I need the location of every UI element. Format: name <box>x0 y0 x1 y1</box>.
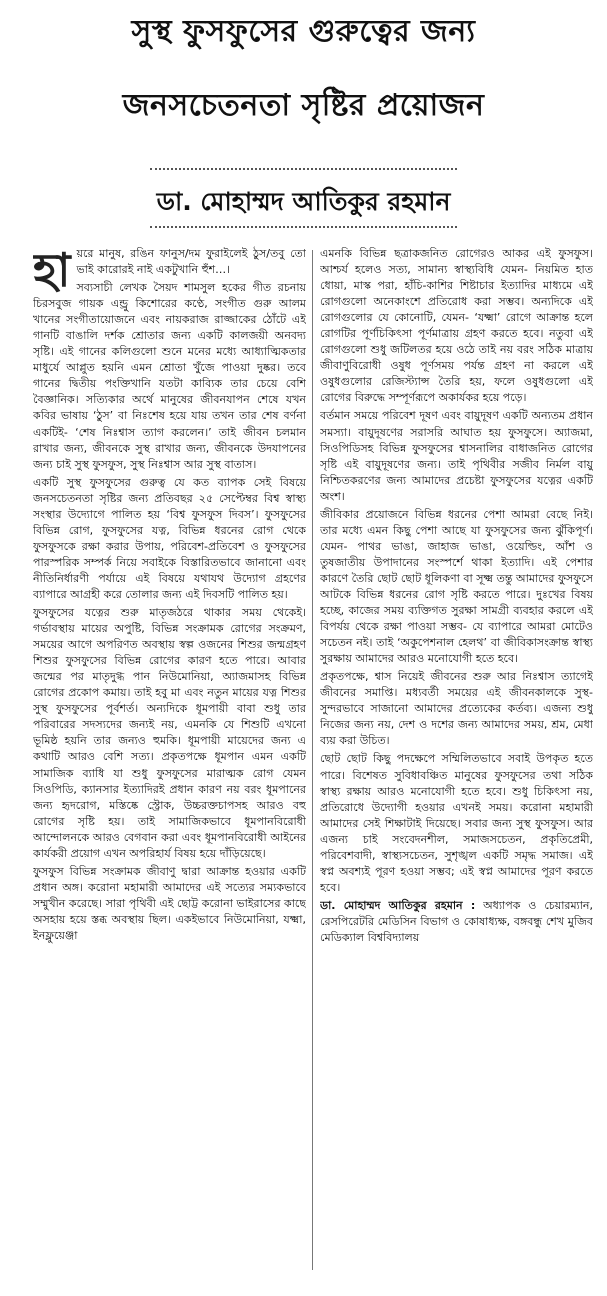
paragraph-text: য়রে মানুষ, রঙিন ফানুস/দম ফুরাইলেই ঠুস/তবু তো ভাই কারোরই নাই একটুখানি হুঁশ…। <box>76 247 306 277</box>
author-note <box>320 898 593 946</box>
paragraph: একটি সুস্থ ফুসফুসের গুরুত্ব যে কত ব্যাপক সেই বিষয়ে জনসচেতনতা সৃষ্টির জন্য প্রতিবছর ২৫ সেপ্টেম্বর বিশ্ব স্বাস্থ্য সংস্থার উদ্যোগে পালিত হয় ‘বিশ্ব ফুসফুস দিবস’। ফুসফুসের বিভিন্ন রোগ, ফুসফুসের যত্ন, বিভিন্ন ধরনের রোগ থেকে ফুসফুসকে রক্ষা করার উপায়, পরিবেশ-প্রতিবেশ ও ফুসফুসের পারস্পরিক সম্পর্ক নিয়ে সবাইকে বিস্তারিতভাবে জানানো এবং নীতিনির্ধারণী পর্যায়ে এই বিষয়ে যথাযথ উদ্যোগ গ্রহণের ব্যাপারে আগ্রহী করে তোলার জন্য এই দিবসটি পালিত হয়। <box>33 475 306 601</box>
divider-bottom <box>150 226 457 228</box>
author-note-text: অধ্যাপক ও চেয়ারম্যান, রেসপিরেটরি মেডিসিন বিভাগ ও কোষাধ্যক্ষ, বঙ্গবন্ধু শেখ মুজিব মেডিক্যাল বিশ্ববিদ্যালয় <box>320 898 593 944</box>
byline: ডা. মোহাম্মদ আতিকুর রহমান <box>156 187 451 216</box>
paragraph: প্রকৃতপক্ষে, শ্বাস নিয়েই জীবনের শুরু আর নিঃশ্বাস ত্যাগেই জীবনের সমাপ্তি। মধ্যবর্তী সময়ের এই জীবনকালকে সুস্থ-সুন্দরভাবে সাজানো আমাদের প্রত্যেকের কর্তব্য। এজন্য শুধু নিজের জন্য নয়, দেশ ও দশের জন্য আমাদের সময়, শ্রম, মেধা ব্যয় করা উচিত। <box>320 670 593 748</box>
headline-line-2: জনসচেতনতা সৃষ্টির প্রয়োজন <box>122 88 485 123</box>
divider-top <box>150 168 457 170</box>
drop-cap: হা <box>33 246 71 297</box>
paragraph: ছোট ছোট কিছু পদক্ষেপে সম্মিলিতভাবে সবাই উপকৃত হতে পারে। বিশেষত সুবিধাবঞ্চিত মানুষের ফুসফুসের তথা সঠিক স্বাস্থ্য রক্ষায় আরও মনোযোগী হতে হবে। শুধু চিকিৎসা নয়, প্রতিরোধে উদ্যোগী হওয়ার এখনই সময়। করোনা মহামারী আমাদের সেই শিক্ষাটাই দিয়েছে। সবার জন্য সুস্থ ফুসফুস। আর এজন্য চাই সংবেদনশীল, সমাজসচেতন, প্রকৃতিপ্রেমী, পরিবেশবাদী, স্বাস্থ্যসচেতন, সুশৃঙ্খল একটি সমৃদ্ধ সমাজ। এই স্বপ্ন অবশ্যই পূরণ হওয়া সম্ভব; এই স্বপ্ন আমাদের পূরণ করতে হবে। <box>320 752 593 894</box>
author-note-name: ডা. মোহাম্মদ আতিকুর রহমান : <box>320 898 476 912</box>
paragraph: এমনকি বিভিন্ন ছত্রাকজনিত রোগেরও আকর এই ফুসফুস। আশ্চর্য হলেও সত্য, সামান্য স্বাস্থ্যবিধি যেমন- নিয়মিত হাত ধোয়া, মাস্ক পরা, হাঁচি-কাশির শিষ্টাচার ইত্যাদির মাধ্যমে এই রোগগুলো অনেকাংশে প্রতিরোধ করা সম্ভব। অন্যদিকে এই রোগগুলোর যে কোনোটি, যেমন- ‘যক্ষ্মা’ রোগে আক্রান্ত হলে রোগটির পূর্ণচিকিৎসা পূর্ণমাত্রায় গ্রহণ করতে হবে। নতুবা এই রোগগুলো শুধু জটিলতর হয়ে ওঠে তাই নয় বরং সঠিক মাত্রায় জীবাণুবিরোধী ওষুধ পূর্ণসময় পর্যন্ত গ্রহণ না করলে এই ওষুধগুলোর রেজিস্ট্যান্স তৈরি হয়, ফলে ওষুধগুলো এই রোগের বিরুদ্ধে সম্পূর্ণরূপে অকার্যকর হয়ে পড়ে। <box>320 247 593 405</box>
article-body <box>33 246 593 1291</box>
right-column <box>320 246 593 1291</box>
left-column <box>33 246 306 1291</box>
paragraph: বর্তমান সময়ে পরিবেশ দূষণ এবং বায়ুদূষণ একটি অন্যতম প্রধান সমস্যা। বায়ুদূষণের সরাসরি আঘাত হয় ফুসফুসে। অ্যাজমা, সিওপিডিসহ বিভিন্ন ফুসফুসের শ্বাসনালির বাধাজনিত রোগের সৃষ্টি এই বায়ুদূষণের জন্য। তাই পৃথিবীর সজীব নির্মল বায়ু নিশ্চিতকরণের জন্য আমাদের প্রচেষ্টা ফুসফুসের যত্নের একটি অংশ। <box>320 409 593 503</box>
paragraph: জীবিকার প্রয়োজনে বিভিন্ন ধরনের পেশা আমরা বেছে নিই। তার মধ্যে এমন কিছু পেশা আছে যা ফুসফুসের জন্য ঝুঁকিপূর্ণ। যেমন- পাথর ভাঙা, জাহাজ ভাঙা, ওয়েল্ডিং, আঁশ ও তুষজাতীয় উপাদানের সংস্পর্শে থাকা ইত্যাদি। এই পেশার কারণে তৈরি ছোট ছোট ধূলিকণা বা সূক্ষ্ম তন্তু আমাদের ফুসফুসে আটকে বিভিন্ন ধরনের রোগ সৃষ্টি করতে পারে। দুঃখের বিষয় হচ্ছে, কাজের সময় ব্যক্তিগত সুরক্ষা সামগ্রী ব্যবহার করলে এই বিপর্যয় থেকে রক্ষা পাওয়া সম্ভব- যে ব্যাপারে আমরা মোটেও সচেতন নই। তাই ‘অকুপেশনাল হেলথ’ বা জীবিকাসংক্রান্ত স্বাস্থ্য সুরক্ষায় আমাদের আরও মনোযোগী হতে হবে। <box>320 507 593 666</box>
paragraph: ফুসফুসের যত্নের শুরু মাতৃজঠরে থাকার সময় থেকেই। গর্ভাবস্থায় মায়ের অপুষ্টি, বিভিন্ন সংক্রামক রোগের সংক্রমণ, সময়ের আগে অপরিণত অবস্থায় স্বল্প ওজনের শিশুর জন্মগ্রহণ শিশুর ফুসফুসের বিভিন্ন রোগের কারণ হতে পারে। আবার জন্মের পর মাতৃদুগ্ধ পান নিউমোনিয়া, অ্যাজমাসহ বিভিন্ন রোগের প্রকোপ কমায়। তাই হবু মা এবং নতুন মায়ের যত্ন শিশুর সুস্থ ফুসফুসের পূর্বশর্ত। অন্যদিকে ধূমপায়ী বাবা শুধু তার পরিবারের সদস্যদের জন্যই নয়, এমনকি যে শিশুটি এখনো ভূমিষ্ঠ হয়নি তার জন্যও হুমকি। ধূমপায়ী মায়েদের জন্য এ কথাটি আরও বেশি সত্য। প্রকৃতপক্ষে ধূমপান এমন একটি সামাজিক ব্যাধি যা শুধু ফুসফুসের মারাত্মক রোগ যেমন সিওপিডি, ক্যানসার ইত্যাদিরই প্রধান কারণ নয় বরং ধূমপানের জন্য হৃদরোগ, মস্তিষ্কে স্ট্রোক, উচ্চরক্তচাপসহ আরও বহু রোগের সৃষ্টি হয়। তাই সামাজিকভাবে ধূমপানবিরোধী আন্দোলনকে আরও বেগবান করা এবং ধূমপানবিরোধী আইনের কার্যকরী প্রয়োগ এখন অপরিহার্য বিষয় হয়ে দাঁড়িয়েছে। <box>33 606 306 860</box>
column-rule <box>312 250 313 1270</box>
headline-line-1: সুস্থ ফুসফুসের গুরুত্বের জন্য <box>131 14 476 49</box>
paragraph: ফুসফুস বিভিন্ন সংক্রামক জীবাণু দ্বারা আক্রান্ত হওয়ার একটি প্রধান অঙ্গ। করোনা মহামারী আমাদের এই সত্যের সম্যকভাবে সম্মুখীন করেছে। সারা পৃথিবী এই ছোট্ট করোনা ভাইরাসের কাছে অসহায় হয়ে স্তব্ধ অবস্থায় ছিল। একইভাবে নিউমোনিয়া, যক্ষ্মা, ইনফ্লুয়েঞ্জা <box>33 864 306 942</box>
paragraph: সব্যসাচী লেখক সৈয়দ শামসুল হকের গীত রচনায় চিরসবুজ গায়ক এন্ড্রু কিশোরের কণ্ঠে, সংগীত গুরু আলম খানের সংগীতায়োজনে এবং নায়করাজ রাজ্জাকের ঠোঁটে এই গানটি বাঙালি দর্শক শ্রোতার জন্য একটি কালজয়ী অনবদ্য সৃষ্টি। এই গানের কলিগুলো শুনে মনের মধ্যে আধ্যাত্মিকতার মাধুর্যে আপ্লুত হয়নি এমন শ্রোতা খুঁজে পাওয়া দুষ্কর। তবে গানের দ্বিতীয় পংক্তিখানি যতটা কাব্যিক তার চেয়ে বেশি বৈজ্ঞানিক। সত্যিকার অর্থে মানুষের জীবনযাপন শেষে যখন কবির ভাষায় ‘ঠুস’ বা নিঃশেষ হয়ে যায় তখন তার শেষ বর্ণনা একটিই- ‘শেষ নিঃশ্বাস ত্যাগ করলেন।’ তাই জীবন চলমান রাখার জন্য, জীবনকে সুস্থ রাখার জন্য, জীবনকে উদযাপনের জন্য চাই সুস্থ ফুসফুস, সুস্থ নিঃশ্বাস আর সুস্থ বাতাস। <box>33 281 306 471</box>
paragraph <box>33 246 306 297</box>
